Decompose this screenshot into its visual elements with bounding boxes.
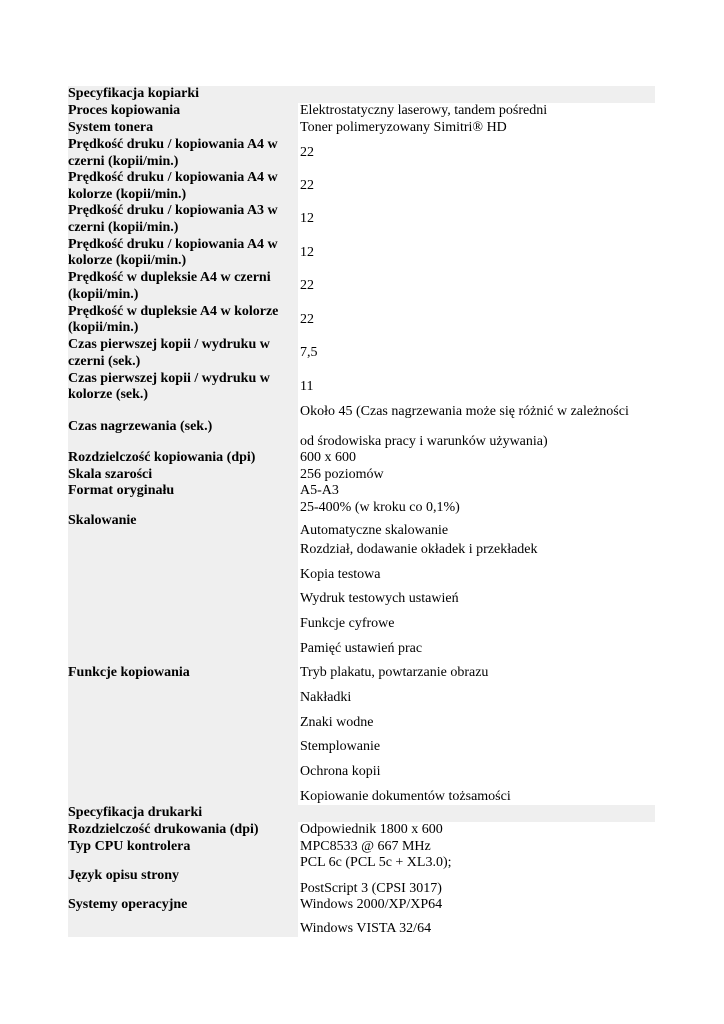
section-title: Specyfikacja kopiarki: [68, 86, 298, 103]
spec-row: [68, 897, 655, 937]
spec-value-line: Kopiowanie dokumentów tożsamości: [300, 788, 511, 804]
spec-value-line: PCL 6c (PCL 5c + XL3.0);: [300, 855, 452, 870]
spec-row: [68, 467, 655, 483]
spec-row: [68, 170, 655, 203]
spec-label: Język opisu strony: [68, 855, 298, 897]
spec-row: [68, 542, 655, 805]
spec-label: Skala szarości: [68, 467, 298, 483]
spec-label: Czas pierwszej kopii / wydruku w kolorze (sek.): [68, 370, 298, 404]
spec-row: [68, 822, 655, 839]
spec-row: [68, 103, 655, 120]
spec-value-line: 25-400% (w kroku co 0,1%): [300, 500, 460, 515]
spec-label: Prędkość druku / kopiowania A4 w kolorze (kopii/min.): [68, 170, 298, 203]
spec-value-line: Pamięć ustawień prac: [300, 640, 423, 656]
spec-row: [68, 483, 655, 500]
spec-label: Czas pierwszej kopii / wydruku w czerni (sek.): [68, 337, 298, 370]
spec-value-line: Wydruk testowych ustawień: [300, 591, 459, 607]
spec-table: [68, 86, 655, 937]
spec-value-line: PostScript 3 (CPSI 3017): [300, 880, 442, 896]
spec-row: [68, 303, 655, 337]
spec-value: 22: [300, 278, 314, 294]
spec-value-line: od środowiska pracy i warunków używania): [300, 433, 548, 449]
spec-value: Odpowiednik 1800 x 600: [300, 822, 443, 838]
spec-value: 12: [300, 211, 314, 227]
spec-value: [298, 404, 655, 450]
spec-value-line: Automatyczne skalowanie: [300, 523, 449, 538]
spec-label: Prędkość druku / kopiowania A3 w czerni (kopii/min.): [68, 203, 298, 236]
section-header-printer: [68, 805, 655, 822]
spec-value-line: Ochrona kopii: [300, 763, 381, 779]
spec-row: [68, 236, 655, 270]
spec-value-line: Tryb plakatu, powtarzanie obrazu: [300, 665, 489, 681]
spec-value: 22: [300, 311, 314, 327]
spec-label: Rozdzielczość kopiowania (dpi): [68, 450, 298, 467]
spec-label: Prędkość w dupleksie A4 w czerni (kopii/min.): [68, 270, 298, 303]
spec-value-line: Około 45 (Czas nagrzewania może się różnić w zależności: [300, 404, 629, 419]
spec-value-line: Windows 2000/XP/XP64: [300, 897, 443, 912]
spec-value: 11: [300, 378, 314, 394]
spec-label: Typ CPU kontrolera: [68, 839, 298, 855]
spec-value-line: Kopia testowa: [300, 566, 381, 582]
spec-row: [68, 404, 655, 450]
spec-label: Systemy operacyjne: [68, 897, 298, 937]
spec-label: Prędkość druku / kopiowania A4 w kolorze (kopii/min.): [68, 236, 298, 270]
spec-row: [68, 450, 655, 467]
spec-label: Rozdzielczość drukowania (dpi): [68, 822, 298, 839]
spec-value-line: Funkcje cyfrowe: [300, 615, 395, 631]
spec-value: 22: [300, 178, 314, 194]
spec-row: [68, 137, 655, 170]
spec-value: 12: [300, 244, 314, 260]
spec-value-line: Stemplowanie: [300, 739, 381, 755]
spec-value: A5-A3: [300, 483, 339, 499]
spec-label: Prędkość druku / kopiowania A4 w czerni (kopii/min.): [68, 137, 298, 170]
spec-row: [68, 270, 655, 303]
spec-row: [68, 203, 655, 236]
spec-label: Proces kopiowania: [68, 103, 298, 120]
spec-value-line: Windows VISTA 32/64: [300, 920, 432, 936]
spec-label: Prędkość w dupleksie A4 w kolorze (kopii/min.): [68, 303, 298, 337]
spec-value: [298, 542, 655, 805]
spec-label: System tonera: [68, 120, 298, 137]
spec-value: [298, 500, 655, 542]
spec-row: [68, 120, 655, 137]
spec-value: MPC8533 @ 667 MHz: [300, 838, 431, 854]
spec-row: [68, 855, 655, 897]
spec-label: Format oryginału: [68, 483, 298, 500]
spec-row: [68, 337, 655, 370]
spec-value: Elektrostatyczny laserowy, tandem pośredni: [300, 103, 548, 119]
section-title: Specyfikacja drukarki: [68, 805, 298, 822]
spec-value: [298, 855, 655, 897]
spec-row: [68, 500, 655, 542]
spec-value: 22: [300, 145, 314, 161]
spec-value: Toner polimeryzowany Simitri® HD: [300, 120, 507, 136]
spec-label: Funkcje kopiowania: [68, 542, 298, 805]
spec-row: [68, 839, 655, 855]
spec-value: 600 x 600: [300, 450, 356, 466]
spec-value: 256 poziomów: [300, 466, 384, 482]
spec-value: [298, 897, 655, 937]
spec-label: Skalowanie: [68, 500, 298, 542]
spec-value: 7,5: [300, 345, 318, 361]
spec-value-line: Rozdział, dodawanie okładek i przekładek: [300, 542, 538, 557]
spec-row: [68, 370, 655, 404]
section-header-copier: [68, 86, 655, 103]
spec-value-line: Znaki wodne: [300, 714, 374, 730]
spec-value-line: Nakładki: [300, 689, 352, 705]
spec-label: Czas nagrzewania (sek.): [68, 404, 298, 450]
